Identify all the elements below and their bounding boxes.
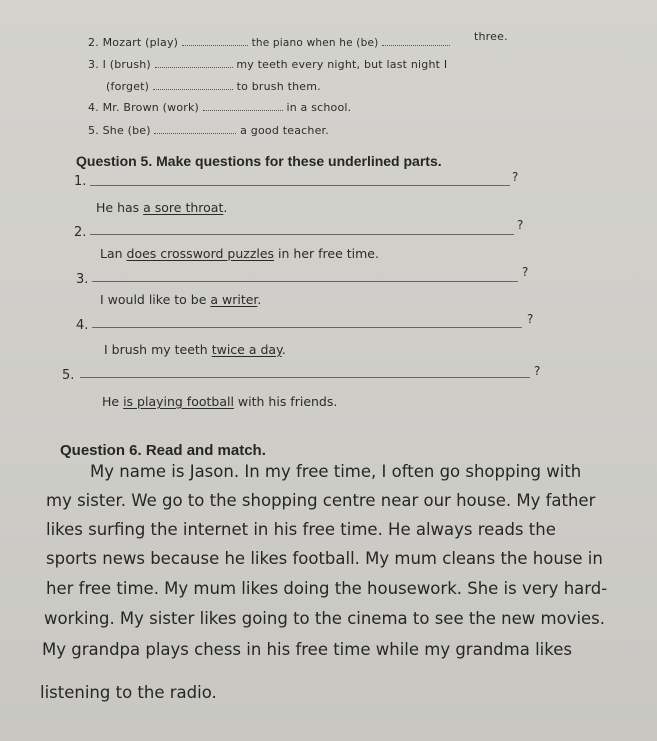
q5-item-1-number: 1.	[74, 174, 87, 189]
exercise-item-3-line-2	[106, 80, 321, 93]
q5-item-2-number: 2.	[74, 225, 87, 240]
sentence-text: with his friends.	[233, 394, 338, 409]
item-number: 2.	[88, 36, 99, 49]
underlined-part: a writer	[210, 292, 258, 307]
q5-item-2-answer-line[interactable]	[90, 234, 514, 235]
exercise-item-3	[88, 58, 447, 71]
passage-line: likes surfing the internet in his free time. He always reads the	[46, 520, 556, 539]
q5-item-3-sentence	[100, 292, 261, 307]
passage-line: working. My sister likes going to the cinema to see the new movies.	[44, 609, 606, 628]
sentence-text: He has	[96, 200, 144, 215]
q5-item-5-sentence	[102, 394, 337, 409]
item-verb: (forget)	[106, 80, 150, 93]
question-mark: ?	[527, 312, 534, 326]
q5-item-1-answer-line[interactable]	[90, 185, 510, 186]
answer-blank[interactable]	[155, 67, 233, 68]
q5-item-4-sentence	[104, 342, 286, 357]
sentence-text: Lan	[100, 246, 127, 261]
sentence-text: .	[281, 342, 286, 357]
passage-line: My grandpa plays chess in his free time while my grandma likes	[42, 640, 572, 659]
question-6-heading: Question 6. Read and match.	[60, 442, 266, 459]
item-verb: I (brush)	[102, 58, 151, 71]
exercise-item-4	[88, 101, 351, 114]
sentence-text: He	[102, 394, 124, 409]
sentence-text: I would like to be	[100, 292, 211, 307]
answer-blank[interactable]	[154, 133, 236, 134]
q5-item-2-sentence	[100, 246, 379, 261]
underlined-part: does crossword puzzles	[126, 246, 275, 261]
q5-item-3-number: 3.	[76, 272, 89, 287]
exercise-item-2	[88, 36, 450, 49]
underlined-part: is playing football	[123, 394, 234, 409]
answer-blank[interactable]	[182, 45, 248, 46]
item-mid-text: my teeth every night, but last night I	[236, 58, 448, 71]
q5-item-4-number: 4.	[76, 318, 89, 333]
q5-item-3-answer-line[interactable]	[92, 281, 518, 282]
answer-blank[interactable]	[382, 45, 450, 46]
underlined-part: a sore throat	[143, 200, 224, 215]
item-end-text: three.	[474, 30, 508, 43]
item-end-text: a good teacher.	[240, 124, 329, 137]
item-number: 5.	[88, 124, 99, 137]
passage-line: My name is Jason. In my free time, I often go shopping with	[90, 462, 582, 481]
passage-line: listening to the radio.	[40, 683, 217, 702]
exercise-item-5	[88, 124, 329, 137]
sentence-text: .	[223, 200, 228, 215]
underlined-part: twice a day	[211, 342, 282, 357]
answer-blank[interactable]	[203, 110, 283, 111]
question-mark: ?	[534, 364, 541, 378]
passage-line: my sister. We go to the shopping centre near our house. My father	[46, 491, 596, 510]
sentence-text: I brush my teeth	[104, 342, 212, 357]
item-end-text: to brush them.	[236, 80, 321, 93]
item-end-text: in a school.	[286, 101, 352, 114]
item-number: 3.	[88, 58, 99, 71]
q5-item-5-answer-line[interactable]	[80, 377, 530, 378]
item-verb: Mr. Brown (work)	[102, 101, 200, 114]
question-mark: ?	[512, 170, 519, 184]
q5-item-4-answer-line[interactable]	[92, 327, 522, 328]
sentence-text: .	[257, 292, 262, 307]
item-verb: She (be)	[102, 124, 151, 137]
item-mid-text: the piano when he (be)	[251, 37, 379, 49]
q5-item-5-number: 5.	[62, 368, 75, 383]
question-mark: ?	[522, 265, 529, 279]
sentence-text: in her free time.	[274, 246, 379, 261]
passage-line: her free time. My mum likes doing the housework. She is very hard-	[46, 579, 608, 598]
item-number: 4.	[88, 101, 99, 114]
question-mark: ?	[517, 218, 524, 232]
item-verb: Mozart (play)	[102, 36, 179, 49]
passage-line: sports news because he likes football. My mum cleans the house in	[46, 549, 603, 568]
question-5-heading: Question 5. Make questions for these underlined parts.	[76, 153, 442, 169]
q5-item-1-sentence	[96, 200, 227, 215]
answer-blank[interactable]	[153, 89, 233, 90]
